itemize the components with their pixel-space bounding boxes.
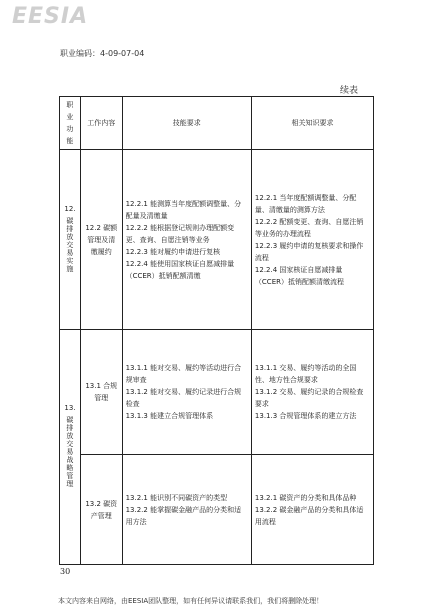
skill-cell — [122, 455, 251, 565]
table-row — [60, 455, 374, 565]
skill-item: 13.1.2 能对交易、履约记录进行合规检查 — [125, 388, 242, 408]
job-code: 职业编码：4-09-07-04 — [60, 49, 145, 58]
knowledge-item: 13.2.2 碳金融产品的分类和具体适用流程 — [254, 505, 364, 526]
footer-disclaimer: 本文内容来自网络，由EESIA团队整理，如有任何异议请联系我们，我们将删除处理！ — [58, 597, 324, 605]
eesia-logo: EESIA — [12, 4, 89, 29]
skills-table-container — [59, 96, 374, 548]
function-name: 碳排放交易实施 — [65, 216, 74, 273]
work-content-cell: 13.2 碳资产管理 — [80, 455, 122, 565]
knowledge-cell — [251, 330, 373, 455]
knowledge-item: 12.2.1 当年度配额调整量、分配量、清缴量的测算方法 — [254, 193, 357, 214]
function-number: 12. — [64, 204, 76, 213]
knowledge-cell — [251, 455, 373, 565]
knowledge-item: 13.2.1 碳资产的分类和具体品种 — [254, 493, 357, 502]
knowledge-item: 12.2.2 配额变更、查询、自愿注销等业务的办理流程 — [254, 217, 364, 238]
header-knowledge-requirements: 相关知识要求 — [251, 97, 373, 150]
page-number: 30 — [60, 567, 71, 576]
skill-cell — [122, 330, 251, 455]
skill-cell — [122, 150, 251, 330]
continued-label: 续表 — [340, 86, 359, 96]
skill-item: 12.2.4 能使用国家核证自愿减排量（CCER）抵销配额清缴 — [125, 259, 235, 280]
skills-table — [59, 96, 374, 565]
function-number: 13. — [64, 404, 76, 412]
knowledge-item: 13.1.3 合规管理体系的建立方法 — [254, 412, 357, 420]
header-work-content: 工作内容 — [80, 97, 122, 150]
function-cell — [60, 150, 81, 330]
table-header-row — [60, 97, 374, 150]
skill-item: 12.2.2 能根据登记规则办理配额变更、查询、自愿注销等业务 — [125, 223, 235, 244]
knowledge-cell — [251, 150, 373, 330]
skill-item: 13.2.2 能掌握碳金融产品的分类和适用方法 — [125, 505, 242, 526]
header-function: 职业功能 — [60, 97, 81, 150]
skill-item: 13.1.1 能对交易、履约等活动进行合规审查 — [125, 364, 242, 384]
knowledge-item: 12.2.4 国家核证自愿减排量（CCER）抵销配额清缴流程 — [254, 265, 344, 286]
knowledge-item: 13.1.2 交易、履约记录的合规检查要求 — [254, 388, 364, 408]
work-content-cell: 13.1 合规管理 — [80, 330, 122, 455]
function-name: 碳排放交易战略管理 — [65, 416, 74, 488]
knowledge-item: 13.1.1 交易、履约等活动的全国性、地方性合规要求 — [254, 364, 357, 384]
table-row — [60, 330, 374, 455]
function-cell — [60, 330, 81, 565]
header-skill-requirements: 技能要求 — [122, 97, 251, 150]
knowledge-item: 12.2.3 履约申请的复核要求和操作流程 — [254, 241, 364, 262]
skill-item: 13.2.1 能识别不同碳资产的类型 — [125, 493, 228, 502]
skill-item: 12.2.3 能对履约申请进行复核 — [125, 247, 221, 256]
skill-item: 12.2.1 能测算当年度配额调整量、分配量及清缴量 — [125, 199, 242, 220]
work-content-cell: 12.2 碳额管理及清缴履约 — [80, 150, 122, 330]
skill-item: 13.1.3 能建立合规管理体系 — [125, 412, 214, 420]
table-row — [60, 150, 374, 330]
